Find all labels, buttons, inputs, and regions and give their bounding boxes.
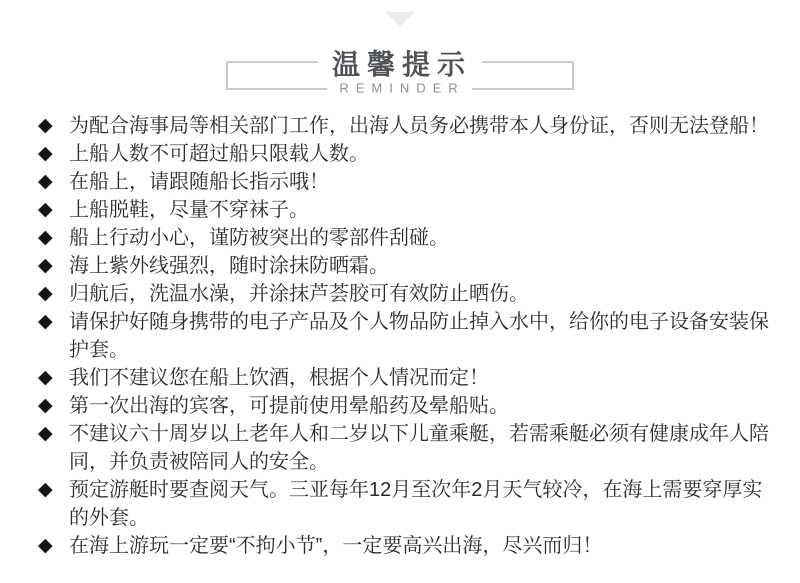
diamond-bullet-icon: ◆	[38, 395, 53, 416]
reminder-item	[38, 308, 772, 364]
diamond-bullet-icon: ◆	[38, 535, 53, 556]
reminder-text: 在海上游玩一定要“不拘小节”，一定要高兴出海，尽兴而归！	[69, 535, 603, 557]
diamond-bullet-icon: ◆	[38, 283, 53, 304]
reminder-item	[38, 420, 772, 476]
diamond-bullet-icon: ◆	[38, 171, 53, 192]
reminder-item	[38, 476, 772, 532]
reminder-item	[38, 280, 772, 308]
diamond-bullet-icon: ◆	[38, 143, 53, 164]
triangle-down-icon	[385, 12, 415, 26]
reminder-item	[38, 224, 772, 252]
reminder-text: 为配合海事局等相关部门工作，出海人员务必携带本人身份证，否则无法登船！	[69, 115, 769, 137]
reminder-item	[38, 140, 772, 168]
diamond-bullet-icon: ◆	[38, 115, 53, 136]
reminder-text: 上船人数不可超过船只限载人数。	[69, 143, 369, 165]
diamond-bullet-icon: ◆	[38, 199, 53, 220]
header	[226, 49, 574, 96]
reminder-text: 归航后，洗温水澡，并涂抹芦荟胶可有效防止晒伤。	[69, 283, 529, 305]
reminder-item	[38, 196, 772, 224]
reminder-list	[38, 112, 772, 560]
reminder-text: 在船上，请跟随船长指示哦！	[69, 171, 329, 193]
diamond-bullet-icon: ◆	[38, 255, 53, 276]
page-title: 温馨提示	[318, 43, 482, 83]
reminder-text: 不建议六十周岁以上老年人和二岁以下儿童乘艇，若需乘艇必须有健康成年人陪同，并负责被陪同人的安全。	[69, 423, 769, 473]
diamond-bullet-icon: ◆	[38, 311, 53, 332]
reminder-item	[38, 112, 772, 140]
reminder-notice-page	[0, 12, 800, 583]
page-subtitle: REMINDER	[327, 81, 472, 96]
reminder-text: 我们不建议您在船上饮酒，根据个人情况而定！	[69, 367, 489, 389]
diamond-bullet-icon: ◆	[38, 227, 53, 248]
reminder-text: 上船脱鞋，尽量不穿袜子。	[69, 199, 309, 221]
reminder-item	[38, 392, 772, 420]
reminder-item	[38, 168, 772, 196]
diamond-bullet-icon: ◆	[38, 367, 53, 388]
reminder-text: 第一次出海的宾客，可提前使用晕船药及晕船贴。	[69, 395, 509, 417]
reminder-text: 海上紫外线强烈，随时涂抹防晒霜。	[69, 255, 389, 277]
reminder-text: 预定游艇时要查阅天气。三亚每年12月至次年2月天气较冷，在海上需要穿厚实的外套。	[69, 479, 763, 529]
diamond-bullet-icon: ◆	[38, 423, 53, 444]
reminder-item	[38, 532, 772, 560]
reminder-text: 请保护好随身携带的电子产品及个人物品防止掉入水中，给你的电子设备安装保护套。	[69, 311, 769, 361]
reminder-item	[38, 364, 772, 392]
reminder-text: 船上行动小心，谨防被突出的零部件刮碰。	[69, 227, 449, 249]
diamond-bullet-icon: ◆	[38, 479, 53, 500]
reminder-item	[38, 252, 772, 280]
